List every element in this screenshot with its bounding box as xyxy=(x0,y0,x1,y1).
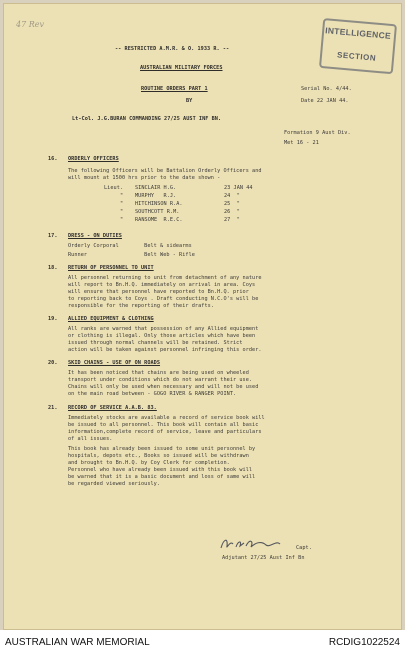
officer-rank: " xyxy=(120,193,124,199)
archive-reference: RCDIG1022524 xyxy=(328,637,400,648)
item-line: be regarded viewed seriously. xyxy=(68,481,161,487)
item-heading: ALLIED EQUIPMENT & CLOTHING xyxy=(68,316,154,322)
item-number: 16. xyxy=(48,156,58,162)
item-number: 19. xyxy=(48,316,58,322)
item-line: will report to Bn.H.Q. immediately on arrival in area. Coys xyxy=(68,282,256,288)
commander-line: Lt-Col. J.G.BURAN COMMANDING 27/25 AUST INF BN. xyxy=(72,116,222,122)
item-line: hospitals, depots etc., Books so issued will be withdrawn xyxy=(68,453,249,459)
item-number: 20. xyxy=(48,360,58,366)
officer-name: HITCHINSON R.A. xyxy=(135,201,183,207)
item-heading: ORDERLY OFFICERS xyxy=(68,156,119,162)
item-number: 18. xyxy=(48,265,58,271)
handwritten-signature xyxy=(218,536,288,552)
officer-date: 26 " xyxy=(224,209,240,215)
stamp-line2: SECTION xyxy=(336,50,377,63)
order-date: Date 22 JAN 44. xyxy=(301,98,349,104)
officer-date: 27 " xyxy=(224,217,240,223)
item-line: and brought to Bn.H.Q. by Coy Clerk for completion. xyxy=(68,460,230,466)
officer-date: 23 JAN 44 xyxy=(224,185,253,191)
item-line: This book has already been issued to some unit personnel by xyxy=(68,446,256,452)
item-line: of all issues. xyxy=(68,436,113,442)
pencil-annotation: 47 Rev xyxy=(16,20,44,29)
classification-line: -- RESTRICTED A.M.R. & O. 1933 R. -- xyxy=(115,46,230,52)
item-line: information,complete record of service, leave and particulars xyxy=(68,429,262,435)
intelligence-section-stamp xyxy=(319,18,394,74)
item-line: Immediately stocks are available a record of service book will xyxy=(68,415,265,421)
item-number: 17. xyxy=(48,233,58,239)
item-line: be warned that it is a basic document and loss of same will xyxy=(68,474,256,480)
item-heading: RECORD OF SERVICE A.A.B. 83. xyxy=(68,405,157,411)
sheet-line: Met 16 - 21 xyxy=(284,140,319,146)
officer-name: SINCLAIR H.G. xyxy=(135,185,177,191)
item-line: All personnel returning to unit from detachment of any nature xyxy=(68,275,262,281)
formation-line: Formation 9 Aust Div. xyxy=(284,130,351,136)
item-line: be issued to all personnel. This book will contain all basic xyxy=(68,422,259,428)
officer-date: 25 " xyxy=(224,201,240,207)
officer-name: MURPHY R.J. xyxy=(135,193,177,199)
item-line: issued through normal channels will be retained. Strict xyxy=(68,340,243,346)
item-line: to reporting back to Coys . Draft conducting N.C.O's will be xyxy=(68,296,259,302)
signatory-rank: Capt. xyxy=(296,545,312,551)
archive-footer xyxy=(0,630,405,653)
item-line: All ranks are warned that possession of any Allied equipment xyxy=(68,326,259,332)
officer-rank: " xyxy=(120,201,124,207)
item-line: Runner Belt Web - Rifle xyxy=(68,252,195,258)
officer-rank: Lieut. xyxy=(104,185,124,191)
orders-title: ROUTINE ORDERS PART 1 xyxy=(141,86,208,92)
officer-name: RANSOME R.E.C. xyxy=(135,217,183,223)
item-line: Orderly Corporal Belt & sidearms xyxy=(68,243,192,249)
item-line: The following Officers will be Battalion Orderly Officers and xyxy=(68,168,262,174)
item-line: Personnel who have already been issued with this book will xyxy=(68,467,253,473)
item-heading: SKID CHAINS - USE OF ON ROADS xyxy=(68,360,161,366)
item-line: on the main road between - GOGO RIVER & RANGER POINT. xyxy=(68,391,237,397)
stamp-line1: INTELLIGENCE xyxy=(324,25,392,41)
item-line: will mount at 1500 hrs prior to the date shown - xyxy=(68,175,221,181)
serial-number: Serial No. 4/44. xyxy=(301,86,352,92)
item-number: 21. xyxy=(48,405,58,411)
by-label: BY xyxy=(186,98,193,104)
item-line: or clothing is illegal. Only those articles which have been xyxy=(68,333,256,339)
item-line: action will be taken against personnel infringing this order. xyxy=(68,347,262,353)
officer-date: 24 " xyxy=(224,193,240,199)
item-line: It has been noticed that chains are being used on wheeled xyxy=(68,370,249,376)
signatory-title: Adjutant 27/25 Aust Inf Bn xyxy=(222,555,305,561)
item-line: Chains will only be used when necessary and will not be used xyxy=(68,384,259,390)
item-line: responsible for the reporting of their drafts. xyxy=(68,303,214,309)
item-heading: RETURN OF PERSONNEL TO UNIT xyxy=(68,265,154,271)
officer-rank: " xyxy=(120,217,124,223)
officer-name: SOUTHCOTT R.M. xyxy=(135,209,180,215)
archive-name: AUSTRALIAN WAR MEMORIAL xyxy=(5,637,150,648)
item-line: will ensure that personnel have reported to Bn.H.Q. prior xyxy=(68,289,249,295)
force-title: AUSTRALIAN MILITARY FORCES xyxy=(140,65,223,71)
officer-rank: " xyxy=(120,209,124,215)
item-line: transport under conditions which do not warrant their use. xyxy=(68,377,253,383)
item-heading: DRESS - ON DUTIES xyxy=(68,233,122,239)
